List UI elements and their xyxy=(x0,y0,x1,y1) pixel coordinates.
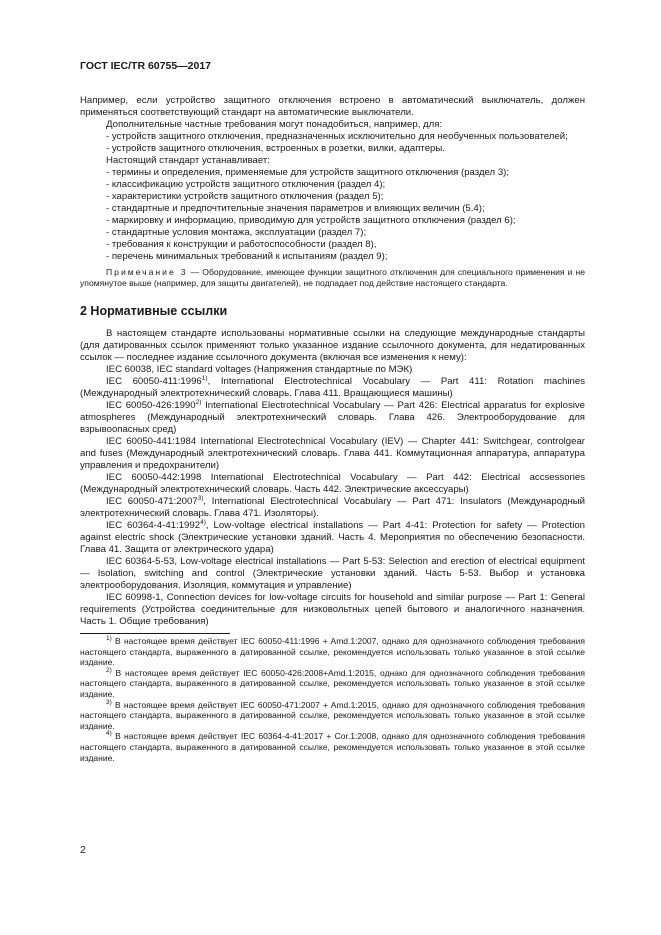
reference-text: International Electrotechnical Vocabulary — Part 426: Electrical apparatus for explosive atmospheres (Международный электротехнический словарь. Глава 426. Электрооборудование для взрывоопасных сред) xyxy=(80,400,586,435)
footnote xyxy=(80,731,585,763)
footnote-mark: 3) xyxy=(197,494,204,502)
list-item: - термины и определения, применяемые для устройств защитного отключения (раздел 3); xyxy=(106,167,510,178)
list-item: - перечень минимальных требований к испытаниям (раздел 9); xyxy=(106,251,388,262)
intro-paragraph: Настоящий стандарт устанавливает: xyxy=(106,155,270,166)
reference-code: IEC 60050-442:1998 xyxy=(106,472,202,483)
list-item: - характеристики устройств защитного отключения (раздел 5); xyxy=(106,191,384,202)
reference-text: , Low-voltage electrical installations — Part 5-53: Selection and erection of electrical equipment — Isolation, switching and control (Электрические установки зданий. Часть 5-53. Выбор и установка электрооборудования. Изоляция, коммутация и управление) xyxy=(80,556,586,591)
reference-item xyxy=(80,364,585,376)
reference-code: IEC 60998-1 xyxy=(106,592,161,603)
footnote-mark: 4) xyxy=(106,730,112,738)
reference-item xyxy=(80,556,585,592)
footnote-mark: 3) xyxy=(106,698,112,706)
reference-code: IEC 60364-4-41:1992 xyxy=(106,520,201,531)
footnote-mark: 4) xyxy=(200,518,206,526)
reference-text: International Electrotechnical Vocabulary — Part 442: Electrical accsessories (Международный электротехнический словарь. Часть 442. Электрические аксессуары) xyxy=(80,472,586,495)
reference-text: International Electrotechnical Vocabulary (IEV) — Chapter 441: Switchgear, controlgear and fuses (Международный электротехнический словарь. Глава 441. Коммутационная аппаратура, аппаратура управления и предохранители) xyxy=(80,436,586,471)
reference-code: IEC 60050-471:2007 xyxy=(106,496,198,507)
list-item: - классификацию устройств защитного отключения (раздел 4); xyxy=(106,179,386,190)
reference-code: IEC 60364-5-53 xyxy=(106,556,175,567)
intro-paragraph: Например, если устройство защитного отключения встроено в автоматический выключатель, должен применяться соответствующий стандарт на автоматические выключатели. xyxy=(80,95,585,118)
scope-list xyxy=(80,167,585,263)
footnote-mark: 1) xyxy=(201,374,208,382)
note-label: Примечание 3 xyxy=(106,267,188,277)
reference-code: IEC 60038 xyxy=(106,364,152,375)
references-list xyxy=(80,364,585,628)
reference-item xyxy=(80,376,585,400)
footnotes xyxy=(80,636,585,763)
footnote-mark: 2) xyxy=(106,666,112,674)
document-header: ГОСТ IEC/TR 60755—2017 xyxy=(80,60,212,72)
reference-text: , IEC standard voltages (Напряжения стандартные по МЭК) xyxy=(151,364,413,375)
document-page xyxy=(80,60,585,763)
footnote xyxy=(80,636,585,668)
section-title: 2 Нормативные ссылки xyxy=(80,304,228,318)
footnote xyxy=(80,668,585,700)
footnote-text: В настоящее время действует IEC 60364-4-41:2017 + Cor.1:2008, однако для однозначного соблюдения требования настоящего стандарта, выраженного в датированной ссылке, рекомендуется использовать только указанное в этой ссылке издание. xyxy=(80,731,585,763)
reference-item xyxy=(80,400,585,436)
intro-paragraph: Дополнительные частные требования могут понадобиться, например, для: xyxy=(106,119,443,130)
reference-text: , Connection devices for low-voltage circuits for household and similar purpose — Part 1: General requirements (Устройства соединительные для низковольтных цепей бытового и аналогичного назначения. Часть 1. Общие требования) xyxy=(80,592,585,627)
reference-text: , International Electrotechnical Vocabulary — Part 471: Insulators (Международный электротехнический словарь. Глава 471. Изоляторы). xyxy=(80,496,586,519)
footnote xyxy=(80,700,585,732)
list-item: - маркировку и информацию, приводимую для устройств защитного отключения (раздел 6); xyxy=(106,215,516,226)
reference-item xyxy=(80,436,585,472)
list-item: - стандартные условия монтажа, эксплуатации (раздел 7); xyxy=(106,227,367,238)
footnote-mark: 1) xyxy=(106,635,112,643)
list-item: - требования к конструкции и работоспособности (раздел 8), xyxy=(106,239,377,250)
list-item: - стандартные и предпочтительные значения параметров и влияющих величин (5.4); xyxy=(106,203,485,214)
intro-paragraph: - устройств защитного отключения, предназначенных исключительно для необученных пользователей; xyxy=(106,131,568,142)
reference-code: IEC 60050-441:1984 xyxy=(106,436,197,447)
reference-text: , Low-voltage electrical installations — Part 4-41: Protection for safety — Protection against electric shock (Электрические установки зданий. Часть 4. Мероприятия по обеспечению безопасности. Глава 41. Защита от электрического удара) xyxy=(80,520,585,555)
reference-item xyxy=(80,472,585,496)
reference-code: IEC 60050-426:1990 xyxy=(106,400,196,411)
note-paragraph xyxy=(80,267,585,289)
reference-item xyxy=(80,520,585,556)
intro-paragraph: - устройств защитного отключения, встроенных в розетки, вилки, адаптеры. xyxy=(106,143,445,154)
footnote-mark: 2) xyxy=(195,398,202,406)
note-text: — Оборудование, имеющее функции защитного отключения для специального применения и не упомянутое выше (например, для защиты двигателей), не подпадает под действие настоящего стандарта. xyxy=(80,267,585,288)
page-number: 2 xyxy=(80,844,86,856)
reference-item xyxy=(80,592,585,628)
reference-text: , International Electrotechnical Vocabulary — Part 411: Rotation machines (Международный электротехнический словарь. Глава 411. Вращающиеся машины) xyxy=(80,376,585,399)
footnote-text: В настоящее время действует IEC 60050-426:2008+Amd.1:2015, однако для однозначного соблюдения требования настоящего стандарта, выраженного в датированной ссылке, рекомендуется использовать только указанное в этой ссылке издание. xyxy=(80,667,585,699)
footnote-text: В настоящее время действует IEC 60050-471:2007 + Amd.1:2015, однако для однозначного соблюдения требования настоящего стандарта, выраженного в датированной ссылке, рекомендуется использовать только указанное в этой ссылке издание. xyxy=(80,699,585,731)
reference-item xyxy=(80,496,585,520)
section-lead-paragraph: В настоящем стандарте использованы нормативные ссылки на следующие международные стандарты (для датированных ссылок применяют только указанное издание ссылочного документа, для недатированных ссылок — последнее издание ссылочного документа (включая все изменения к нему): xyxy=(80,328,585,363)
footnote-text: В настоящее время действует IEC 60050-411:1996 + Amd.1:2007, однако для однозначного соблюдения требования настоящего стандарта, выраженного в датированной ссылке, рекомендуется использовать только указанное в этой ссылке издание. xyxy=(80,636,585,668)
reference-code: IEC 60050-411:1996 xyxy=(106,376,202,387)
footnote-divider xyxy=(80,633,230,634)
